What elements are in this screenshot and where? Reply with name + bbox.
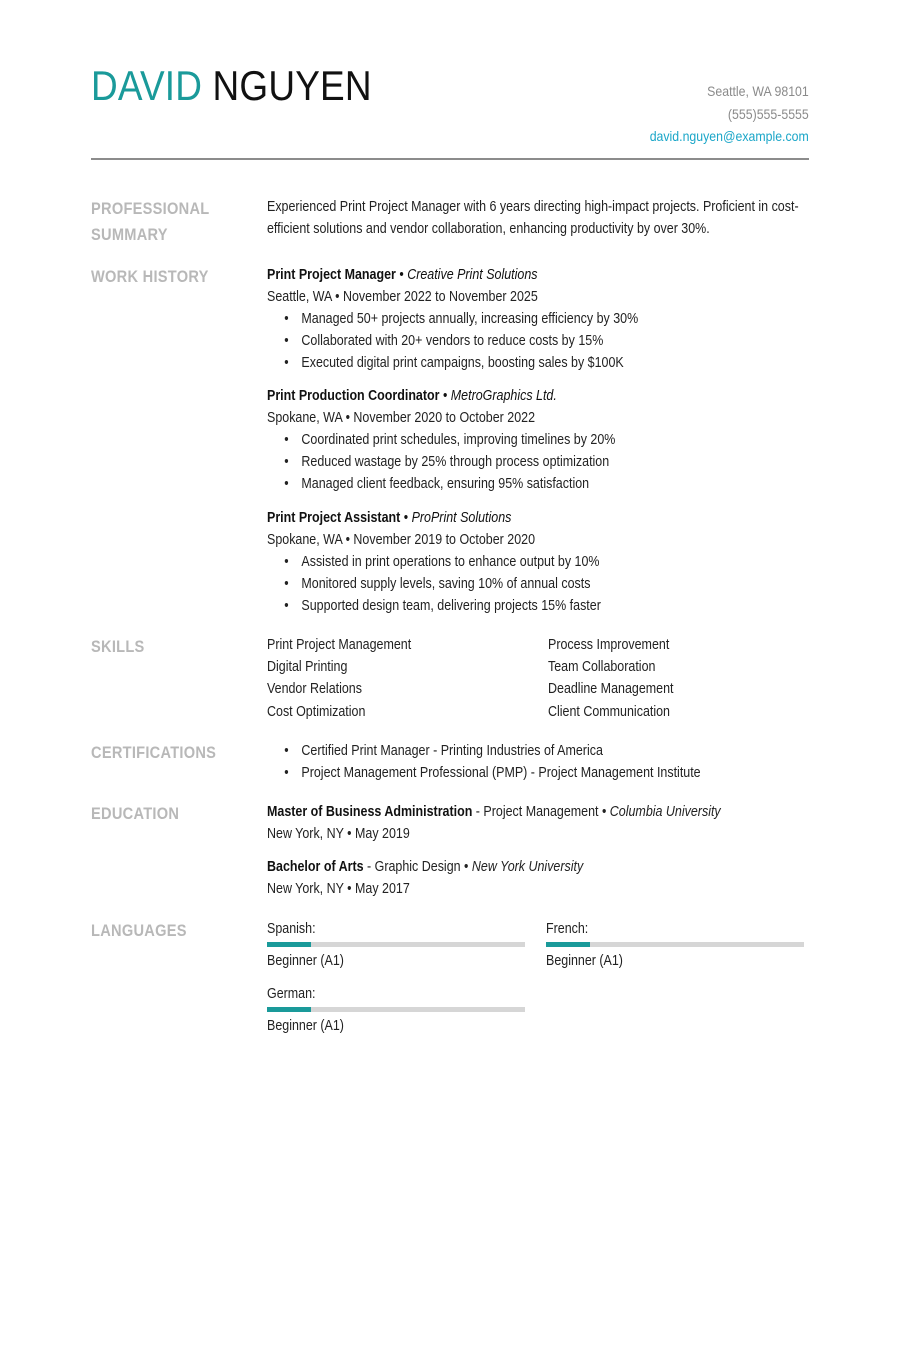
section-title-certifications: CERTIFICATIONS bbox=[91, 743, 217, 762]
skill-item: Process Improvement bbox=[548, 637, 670, 653]
job-location: Spokane, WA bbox=[267, 532, 343, 548]
job-role: Print Project Assistant bbox=[267, 510, 401, 526]
separator-dot: • bbox=[399, 267, 404, 283]
education-date: May 2017 bbox=[355, 881, 410, 897]
job-bullet: • Monitored supply levels, saving 10% of annual costs bbox=[267, 573, 817, 595]
skill-item: Team Collaboration bbox=[548, 659, 656, 675]
summary-body bbox=[267, 196, 809, 240]
header-divider bbox=[91, 158, 809, 160]
section-skills bbox=[91, 634, 809, 726]
education-location: New York, NY bbox=[267, 826, 344, 842]
section-title-education: EDUCATION bbox=[91, 804, 180, 823]
section-certifications bbox=[91, 740, 809, 790]
job-bullet: • Managed 50+ projects annually, increasing efficiency by 30% bbox=[267, 308, 817, 330]
language-proficiency-bar bbox=[546, 942, 804, 947]
certification-item: • Project Management Professional (PMP) - Project Management Institute bbox=[267, 762, 701, 784]
separator-dot: • bbox=[345, 410, 350, 426]
education-meta bbox=[267, 878, 583, 900]
job-company: Creative Print Solutions bbox=[407, 267, 538, 283]
skill-item: Deadline Management bbox=[548, 681, 674, 697]
education-school: Columbia University bbox=[609, 804, 721, 820]
job-heading bbox=[267, 507, 817, 529]
education-date: May 2019 bbox=[355, 826, 410, 842]
skill-item: Cost Optimization bbox=[267, 704, 366, 720]
separator-dot: • bbox=[347, 881, 352, 897]
language-level: Beginner (A1) bbox=[267, 953, 344, 969]
education-school: New York University bbox=[471, 859, 584, 875]
job-bullet: • Supported design team, delivering projects 15% faster bbox=[267, 595, 817, 617]
job-bullet: • Collaborated with 20+ vendors to reduce costs by 15% bbox=[267, 330, 817, 352]
language-proficiency-fill bbox=[546, 942, 590, 947]
education-location: New York, NY bbox=[267, 881, 344, 897]
education-degree: Bachelor of Arts bbox=[267, 859, 364, 875]
section-title-languages: LANGUAGES bbox=[91, 921, 187, 940]
skill-item: Vendor Relations bbox=[267, 681, 362, 697]
job-dates: November 2019 to October 2020 bbox=[353, 532, 536, 548]
job-meta bbox=[267, 286, 817, 308]
skill-item: Print Project Management bbox=[267, 637, 412, 653]
job-bullets bbox=[267, 551, 900, 617]
section-education bbox=[91, 801, 809, 901]
section-title-skills: SKILLS bbox=[91, 637, 145, 656]
language-level: Beginner (A1) bbox=[267, 1018, 344, 1034]
job-heading bbox=[267, 385, 817, 407]
contact-info bbox=[650, 80, 809, 148]
job-location: Seattle, WA bbox=[267, 289, 332, 305]
section-work-history bbox=[91, 264, 809, 624]
language-name: Spanish: bbox=[267, 921, 316, 937]
language-proficiency-bar bbox=[267, 942, 525, 947]
section-title-line: PROFESSIONAL bbox=[91, 199, 210, 218]
job-location: Spokane, WA bbox=[267, 410, 343, 426]
job-company: MetroGraphics Ltd. bbox=[450, 388, 557, 404]
education-field: - Graphic Design bbox=[363, 859, 461, 875]
education-heading bbox=[267, 801, 721, 823]
job-role: Print Project Manager bbox=[267, 267, 396, 283]
separator-dot: • bbox=[335, 289, 340, 305]
language-proficiency-fill bbox=[267, 1007, 311, 1012]
skill-item: Digital Printing bbox=[267, 659, 348, 675]
job-dates: November 2022 to November 2025 bbox=[342, 289, 538, 305]
certifications-list bbox=[267, 740, 771, 784]
job-bullet: • Coordinated print schedules, improving timelines by 20% bbox=[267, 429, 817, 451]
job-bullet: • Managed client feedback, ensuring 95% satisfaction bbox=[267, 473, 817, 495]
education-field: - Project Management bbox=[472, 804, 599, 820]
section-summary bbox=[91, 196, 809, 256]
separator-dot: • bbox=[347, 826, 352, 842]
education-degree: Master of Business Administration bbox=[267, 804, 473, 820]
section-languages bbox=[91, 918, 809, 1043]
job-bullet: • Assisted in print operations to enhance output by 10% bbox=[267, 551, 817, 573]
skill-item: Client Communication bbox=[548, 704, 670, 720]
first-name: DAVID bbox=[91, 62, 203, 109]
job-meta bbox=[267, 407, 817, 429]
language-name: French: bbox=[546, 921, 589, 937]
separator-dot: • bbox=[464, 859, 469, 875]
language-item bbox=[546, 918, 804, 972]
education-meta bbox=[267, 823, 721, 845]
job-entry bbox=[267, 264, 900, 374]
summary-text: Experienced Print Project Manager with 6 years directing high-impact projects. Proficient in cost-efficient solutions and vendor collaboration, enhancing productivity by over 30%. bbox=[267, 199, 799, 237]
job-dates: November 2020 to October 2022 bbox=[353, 410, 536, 426]
education-heading bbox=[267, 856, 583, 878]
job-entry bbox=[267, 507, 900, 617]
certification-item: • Certified Print Manager - Printing Industries of America bbox=[267, 740, 701, 762]
contact-location: Seattle, WA 98101 bbox=[707, 83, 809, 99]
job-bullet: • Executed digital print campaigns, boosting sales by $100K bbox=[267, 352, 817, 374]
job-bullet: • Reduced wastage by 25% through process optimization bbox=[267, 451, 817, 473]
job-meta bbox=[267, 529, 817, 551]
job-company: ProPrint Solutions bbox=[411, 510, 512, 526]
job-entry bbox=[267, 385, 900, 495]
separator-dot: • bbox=[345, 532, 350, 548]
separator-dot: • bbox=[442, 388, 448, 404]
section-title-work: WORK HISTORY bbox=[91, 267, 209, 286]
separator-dot: • bbox=[601, 804, 607, 820]
contact-phone: (555)555-5555 bbox=[728, 105, 809, 122]
resume-header bbox=[91, 62, 809, 160]
language-item bbox=[267, 983, 525, 1037]
language-proficiency-fill bbox=[267, 942, 311, 947]
job-heading bbox=[267, 264, 817, 286]
section-title-summary bbox=[91, 196, 220, 248]
education-entry bbox=[267, 856, 635, 900]
education-entry bbox=[267, 801, 795, 845]
job-role: Print Production Coordinator bbox=[267, 388, 440, 404]
job-bullets bbox=[267, 429, 900, 495]
language-item bbox=[267, 918, 525, 972]
language-level: Beginner (A1) bbox=[546, 953, 623, 969]
language-proficiency-bar bbox=[267, 1007, 525, 1012]
language-name: German: bbox=[267, 986, 316, 1002]
contact-email[interactable]: david.nguyen@example.com bbox=[649, 128, 809, 144]
candidate-name bbox=[91, 62, 372, 110]
separator-dot: • bbox=[403, 510, 409, 526]
job-bullets bbox=[267, 308, 900, 374]
last-name: NGUYEN bbox=[212, 62, 372, 109]
section-title-line: SUMMARY bbox=[91, 225, 168, 244]
